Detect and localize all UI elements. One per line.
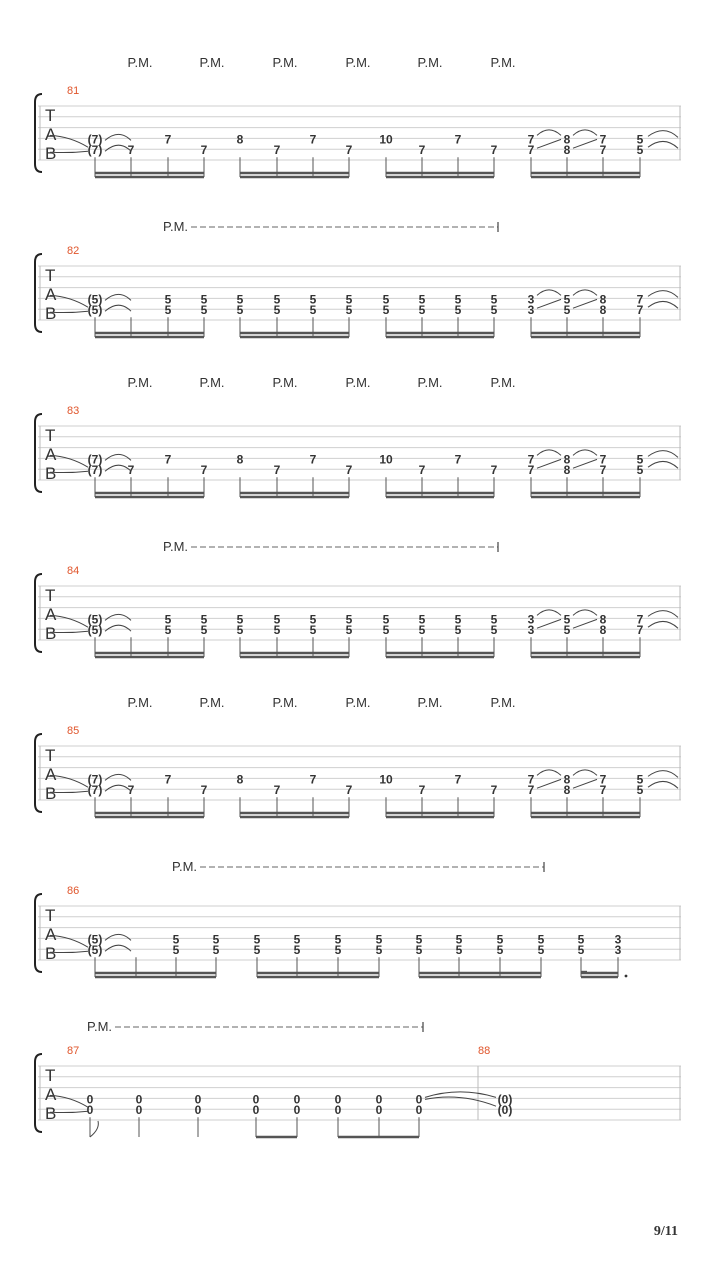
fret-number: 8 [599, 303, 607, 318]
slide-line [573, 619, 597, 628]
tie-curve [648, 621, 678, 628]
fret-number: 5 [345, 292, 353, 307]
fret-number: 7 [527, 132, 535, 147]
palm-mute-label: P.M. [272, 695, 298, 710]
fret-number: 7 [273, 463, 281, 478]
fret-number: (7) [87, 452, 103, 467]
fret-number: 8 [563, 463, 571, 478]
fret-number: 7 [527, 143, 535, 158]
tie-curve [537, 770, 561, 776]
tab-clef-letter: A [45, 605, 57, 624]
palm-mute-label: P.M. [490, 55, 516, 70]
fret-number: 5 [382, 303, 390, 318]
fret-number: 5 [200, 612, 208, 627]
measure-number: 84 [67, 565, 80, 577]
slide-line [573, 299, 597, 308]
tab-clef-letter: A [45, 925, 57, 944]
fret-number: 10 [379, 452, 393, 467]
fret-number: 7 [636, 303, 644, 318]
fret-number: 5 [164, 292, 172, 307]
palm-mute-label: P.M. [272, 375, 298, 390]
palm-mute-label: P.M. [417, 695, 443, 710]
fret-number: 5 [273, 612, 281, 627]
tab-clef-letter: T [45, 106, 56, 125]
tie-curve [105, 625, 131, 631]
fret-number: 5 [415, 932, 423, 947]
fret-number: (7) [87, 143, 103, 158]
fret-number: 7 [636, 623, 644, 638]
fret-number: 7 [200, 783, 208, 798]
fret-number: 5 [212, 943, 220, 958]
fret-number: 5 [563, 292, 571, 307]
fret-number: 5 [382, 292, 390, 307]
tab-clef-letter: B [45, 944, 57, 963]
fret-number: 3 [527, 303, 535, 318]
tab-system-83 [35, 375, 681, 497]
fret-number: 3 [527, 612, 535, 627]
fret-number: 5 [418, 623, 426, 638]
tie-curve [648, 301, 678, 308]
tab-clef-letter: A [45, 1085, 57, 1104]
fret-number: 7 [527, 463, 535, 478]
fret-number: 8 [599, 292, 607, 307]
fret-number: 7 [273, 783, 281, 798]
fret-number: 7 [418, 783, 426, 798]
palm-mute-label: P.M. [199, 695, 225, 710]
fret-number: 0 [375, 1092, 383, 1107]
slide-line [573, 459, 597, 468]
fret-number: 8 [563, 783, 571, 798]
palm-mute-label: P.M. [345, 55, 371, 70]
fret-number: 5 [418, 292, 426, 307]
tab-clef-letter: B [45, 144, 57, 163]
fret-number: 5 [415, 943, 423, 958]
fret-number: 5 [236, 623, 244, 638]
page-indicator: 9/11 [653, 1224, 678, 1239]
slide-line [537, 459, 561, 468]
fret-number: 7 [200, 143, 208, 158]
measure-number: 88 [478, 1045, 491, 1057]
tab-clef-letter: B [45, 304, 57, 323]
fret-number: 7 [599, 463, 607, 478]
fret-number: 3 [614, 943, 622, 958]
fret-number: 3 [527, 292, 535, 307]
fret-number: 5 [496, 932, 504, 947]
palm-mute-label: P.M. [272, 55, 298, 70]
tie-curve [537, 610, 561, 616]
fret-number: 5 [537, 932, 545, 947]
fret-number: 5 [490, 612, 498, 627]
fret-number: 5 [537, 943, 545, 958]
fret-number: 7 [599, 452, 607, 467]
fret-number: 7 [273, 143, 281, 158]
fret-number: 8 [563, 132, 571, 147]
fret-number: 5 [172, 943, 180, 958]
palm-mute-label: P.M. [127, 375, 153, 390]
measure-number: 87 [67, 1045, 80, 1057]
fret-number: 7 [164, 452, 172, 467]
tie-curve [648, 141, 678, 148]
palm-mute-label: P.M. [172, 859, 198, 874]
fret-number: (7) [87, 783, 103, 798]
note-flag [90, 1121, 98, 1137]
fret-number: (5) [87, 623, 103, 638]
fret-number: 5 [382, 623, 390, 638]
tab-clef-letter: B [45, 1104, 57, 1123]
fret-number: (7) [87, 463, 103, 478]
tab-clef-letter: B [45, 784, 57, 803]
fret-number: 0 [415, 1092, 423, 1107]
tab-clef-letter: A [45, 125, 57, 144]
fret-number: 8 [563, 143, 571, 158]
palm-mute-label: P.M. [199, 375, 225, 390]
palm-mute-label: P.M. [345, 695, 371, 710]
fret-number: 7 [599, 132, 607, 147]
fret-number: 5 [636, 463, 644, 478]
fret-number: 7 [309, 772, 317, 787]
fret-number: 8 [563, 772, 571, 787]
fret-number: 7 [454, 132, 462, 147]
fret-number: 5 [200, 623, 208, 638]
fret-number: 5 [236, 292, 244, 307]
fret-number: 5 [636, 452, 644, 467]
fret-number: 5 [490, 623, 498, 638]
tab-system-84 [35, 539, 681, 657]
tab-system-81 [35, 55, 681, 177]
fret-number: 5 [309, 303, 317, 318]
fret-number: 7 [418, 463, 426, 478]
fret-number: 5 [273, 303, 281, 318]
fret-number: 8 [599, 612, 607, 627]
tie-curve [105, 774, 131, 780]
tie-curve [105, 945, 131, 951]
tie-curve [105, 934, 131, 940]
fret-number: 5 [293, 943, 301, 958]
fret-number: 5 [345, 303, 353, 318]
slide-line [573, 779, 597, 788]
tie-curve [573, 130, 597, 136]
fret-number: (7) [87, 772, 103, 787]
fret-number: 5 [345, 623, 353, 638]
measure-number: 83 [67, 405, 80, 417]
fret-number: 5 [636, 143, 644, 158]
fret-number: 5 [164, 303, 172, 318]
fret-number: (5) [87, 943, 103, 958]
fret-number: 7 [309, 132, 317, 147]
fret-number: 7 [454, 452, 462, 467]
tie-curve [648, 611, 678, 618]
fret-number: 5 [164, 623, 172, 638]
palm-mute-label: P.M. [417, 55, 443, 70]
tab-clef-letter: T [45, 1066, 56, 1085]
fret-number: 0 [334, 1092, 342, 1107]
fret-number: 5 [172, 932, 180, 947]
fret-number: 7 [454, 772, 462, 787]
fret-number: (0) [497, 1103, 513, 1118]
fret-number: 7 [127, 143, 135, 158]
tab-clef-letter: B [45, 464, 57, 483]
tie-curve [648, 291, 678, 298]
fret-number: 0 [293, 1103, 301, 1118]
palm-mute-label: P.M. [127, 695, 153, 710]
palm-mute-label: P.M. [163, 219, 189, 234]
fret-number: 5 [636, 783, 644, 798]
tab-clef-letter: A [45, 285, 57, 304]
fret-number: 5 [382, 612, 390, 627]
tab-clef-letter: B [45, 624, 57, 643]
tie-curve [648, 451, 678, 458]
measure-number: 85 [67, 725, 80, 737]
tab-system-85 [35, 695, 681, 817]
tie-curve [573, 770, 597, 776]
fret-number: 7 [345, 143, 353, 158]
tie-curve [105, 614, 131, 620]
fret-number: 7 [127, 463, 135, 478]
fret-number: 5 [200, 303, 208, 318]
fret-number: 5 [253, 943, 261, 958]
fret-number: 0 [135, 1092, 143, 1107]
tie-curve [648, 781, 678, 788]
fret-number: 5 [309, 612, 317, 627]
fret-number: 5 [636, 772, 644, 787]
fret-number: 7 [599, 783, 607, 798]
fret-number: 7 [490, 143, 498, 158]
tie-curve [105, 305, 131, 311]
fret-number: 5 [496, 943, 504, 958]
fret-number: 8 [236, 452, 244, 467]
fret-number: 7 [490, 463, 498, 478]
palm-mute-label: P.M. [490, 695, 516, 710]
slide-line [537, 779, 561, 788]
fret-number: 5 [454, 303, 462, 318]
fret-number: 0 [135, 1103, 143, 1118]
fret-number: 5 [334, 943, 342, 958]
fret-number: 5 [418, 303, 426, 318]
slide-line [537, 139, 561, 148]
tab-system-82 [35, 219, 681, 337]
fret-number: 5 [273, 623, 281, 638]
fret-number: 7 [599, 143, 607, 158]
tab-system-86 [35, 859, 681, 977]
tab-clef-letter: A [45, 445, 57, 464]
fret-number: 0 [334, 1103, 342, 1118]
fret-number: 5 [273, 292, 281, 307]
palm-mute-label: P.M. [199, 55, 225, 70]
tie-curve [573, 610, 597, 616]
fret-number: 0 [86, 1103, 94, 1118]
tie-curve [573, 450, 597, 456]
slide-line [537, 619, 561, 628]
palm-mute-label: P.M. [163, 539, 189, 554]
fret-number: 7 [527, 783, 535, 798]
tab-clef-letter: T [45, 266, 56, 285]
fret-number: 5 [309, 292, 317, 307]
measure-number: 86 [67, 885, 80, 897]
systems-layer [35, 55, 681, 1137]
fret-number: 7 [527, 772, 535, 787]
tab-clef-letter: T [45, 906, 56, 925]
fret-number: 3 [614, 932, 622, 947]
fret-number: 0 [252, 1103, 260, 1118]
tab-clef-letter: A [45, 765, 57, 784]
fret-number: 8 [236, 772, 244, 787]
palm-mute-label: P.M. [345, 375, 371, 390]
fret-number: (5) [87, 292, 103, 307]
fret-number: 0 [415, 1103, 423, 1118]
fret-number: 7 [200, 463, 208, 478]
fret-number: 5 [577, 943, 585, 958]
palm-mute-label: P.M. [417, 375, 443, 390]
tab-clef-letter: T [45, 746, 56, 765]
fret-number: 7 [636, 292, 644, 307]
fret-number: 7 [345, 463, 353, 478]
fret-number: 5 [563, 612, 571, 627]
fret-number: 5 [454, 623, 462, 638]
fret-number: 0 [194, 1103, 202, 1118]
fret-number: 0 [293, 1092, 301, 1107]
tab-clef-letter: T [45, 426, 56, 445]
fret-number: 7 [636, 612, 644, 627]
fret-number: 5 [636, 132, 644, 147]
fret-number: 0 [86, 1092, 94, 1107]
fret-number: 5 [334, 932, 342, 947]
fret-number: 5 [164, 612, 172, 627]
fret-number: 5 [490, 292, 498, 307]
fret-number: 0 [252, 1092, 260, 1107]
palm-mute-label: P.M. [87, 1019, 113, 1034]
tie-curve [537, 290, 561, 296]
tie-curve [648, 461, 678, 468]
fret-number: (5) [87, 932, 103, 947]
fret-number: (0) [497, 1092, 513, 1107]
fret-number: 5 [200, 292, 208, 307]
slide-line [573, 139, 597, 148]
tie-curve [105, 294, 131, 300]
fret-number: (5) [87, 303, 103, 318]
fret-number: (7) [87, 132, 103, 147]
fret-number: 5 [563, 623, 571, 638]
fret-number: 5 [212, 932, 220, 947]
tie-curve [105, 454, 131, 460]
fret-number: 5 [563, 303, 571, 318]
tie-curve [425, 1092, 496, 1098]
slide-line [537, 299, 561, 308]
tab-system-87 [35, 1019, 681, 1137]
tie-curve [105, 134, 131, 140]
fret-number: 7 [490, 783, 498, 798]
tie-curve [537, 450, 561, 456]
fret-number: 5 [454, 292, 462, 307]
fret-number: 5 [490, 303, 498, 318]
tab-clef-letter: T [45, 586, 56, 605]
fret-number: 8 [563, 452, 571, 467]
fret-number: 8 [599, 623, 607, 638]
fret-number: 10 [379, 772, 393, 787]
fret-number: 7 [309, 452, 317, 467]
fret-number: 5 [253, 932, 261, 947]
fret-number: 0 [375, 1103, 383, 1118]
fret-number: 5 [418, 612, 426, 627]
rhythm-dot [625, 975, 628, 978]
fret-number: (5) [87, 612, 103, 627]
tie-curve [648, 771, 678, 778]
fret-number: 5 [293, 932, 301, 947]
fret-number: 10 [379, 132, 393, 147]
fret-number: 5 [375, 943, 383, 958]
tie-curve [648, 131, 678, 138]
tie-curve [573, 290, 597, 296]
fret-number: 5 [455, 932, 463, 947]
tie-curve [537, 130, 561, 136]
fret-number: 5 [454, 612, 462, 627]
fret-number: 5 [577, 932, 585, 947]
fret-number: 7 [164, 132, 172, 147]
fret-number: 8 [236, 132, 244, 147]
fret-number: 5 [345, 612, 353, 627]
fret-number: 5 [455, 943, 463, 958]
fret-number: 5 [236, 612, 244, 627]
fret-number: 0 [194, 1092, 202, 1107]
measure-number: 81 [67, 85, 80, 97]
palm-mute-label: P.M. [127, 55, 153, 70]
fret-number: 7 [599, 772, 607, 787]
fret-number: 7 [127, 783, 135, 798]
fret-number: 7 [164, 772, 172, 787]
fret-number: 5 [309, 623, 317, 638]
palm-mute-label: P.M. [490, 375, 516, 390]
fret-number: 7 [418, 143, 426, 158]
fret-number: 5 [375, 932, 383, 947]
measure-number: 82 [67, 245, 80, 257]
fret-number: 3 [527, 623, 535, 638]
fret-number: 7 [345, 783, 353, 798]
fret-number: 5 [236, 303, 244, 318]
fret-number: 7 [527, 452, 535, 467]
